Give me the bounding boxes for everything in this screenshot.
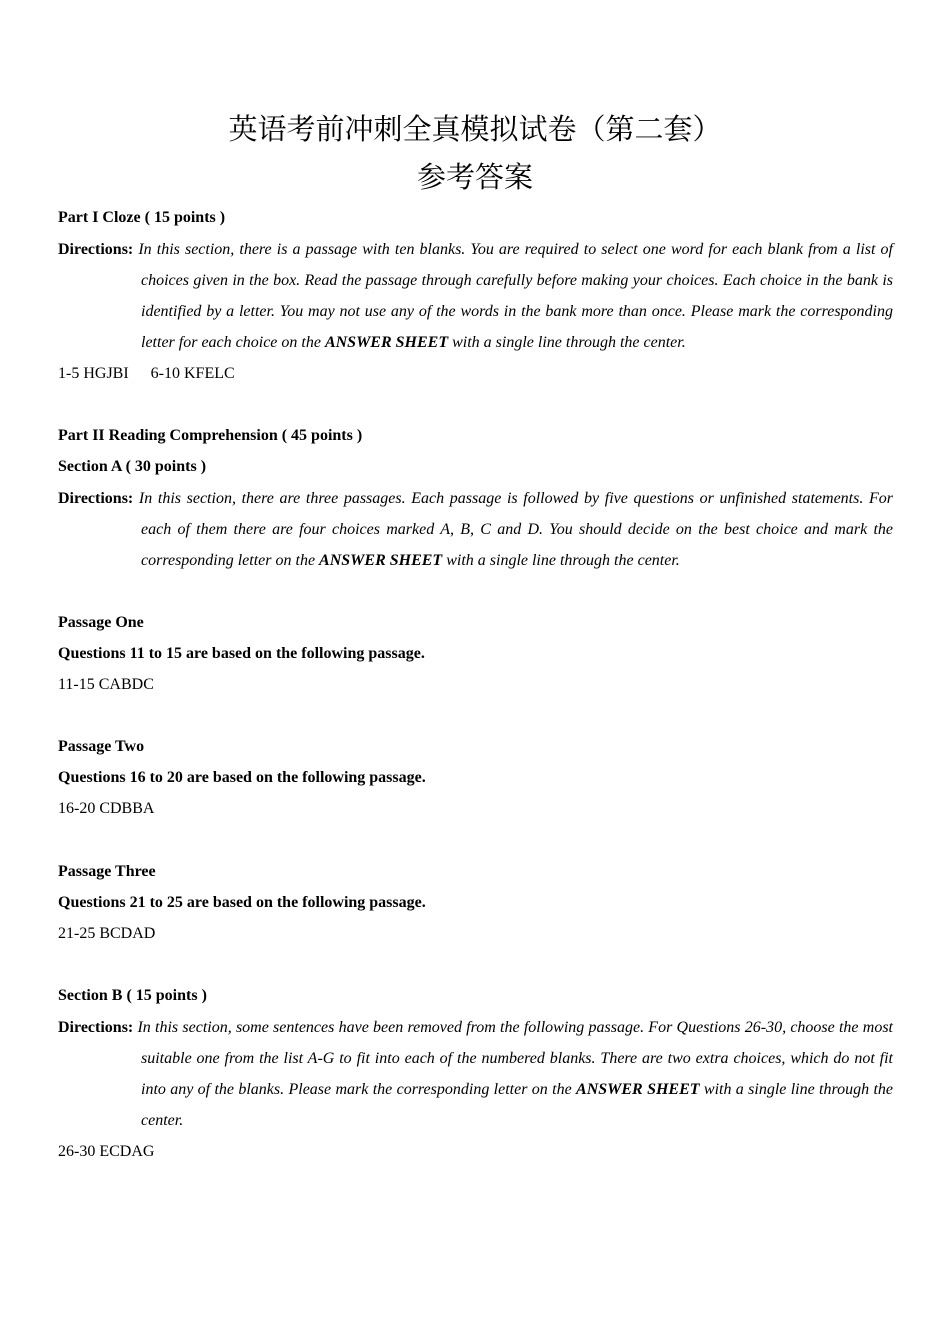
directions-text: In this section, there are three passages. Each passage is followed by five questions or unfinished statements. For each of them there are four choices marked A, B, C and D. You should decide on the best choice and mark the corresponding letter on the [133,490,893,569]
page-title: 英语考前冲刺全真模拟试卷（第二套） [228,112,722,146]
directions-text: In this section, there is a passage with ten blanks. You are required to select one word for each blank from a list of choices given in the box. Read the passage through carefully before making your choices. Each choice in the bank is identified by a letter. You may not use any of the words in the bank more than once. Please mark the corresponding letter for each choice on the [133,241,893,351]
answers-1-5: 1-5 HGJBI [58,365,129,382]
sectionA-heading: Section A ( 30 points ) [58,458,207,475]
passage-two-title: Passage Two [58,738,145,755]
sectionB-directions [58,1012,893,1136]
part1-directions [58,234,893,358]
part2-heading: Part II Reading Comprehension ( 45 points ) [58,427,363,444]
directions-label: Directions: [58,241,134,258]
directions-text: In this section, some sentences have been removed from the following passage. For Questions 26-30, choose the most suitable one from the list A-G to fit into each of the numbered blanks. There are two extra choices, which do not fit into any of the blanks. Please mark the corresponding letter on the [133,1019,893,1098]
part1-heading: Part I Cloze ( 15 points ) [58,209,226,226]
directions-text-end: with a single line through the center. [141,1081,894,1129]
answer-sheet-emphasis: ANSWER SHEET [319,552,443,569]
passage-two-questions: Questions 16 to 20 are based on the following passage. [58,769,426,786]
part1-answers [58,364,894,384]
directions-text-end: with a single line through the center. [442,552,680,569]
directions-label: Directions: [58,1019,134,1036]
passage-three-title: Passage Three [58,863,156,880]
directions-text-end: with a single line through the center. [448,334,686,351]
passage-three-answers: 21-25 BCDAD [58,925,156,942]
passage-one-title: Passage One [58,614,144,631]
passage-three-questions: Questions 21 to 25 are based on the following passage. [58,894,426,911]
directions-label: Directions: [58,490,134,507]
passage-two-answers: 16-20 CDBBA [58,800,155,817]
passage-one-questions: Questions 11 to 15 are based on the following passage. [58,645,425,662]
sectionB-heading: Section B ( 15 points ) [58,987,207,1004]
answers-6-10: 6-10 KFELC [150,365,235,382]
sectionB-answers: 26-30 ECDAG [58,1143,155,1160]
sectionA-directions [58,483,893,576]
page-subtitle: 参考答案 [416,160,533,194]
answer-sheet-emphasis: ANSWER SHEET [324,334,449,351]
answer-sheet-emphasis: ANSWER SHEET [576,1081,700,1098]
passage-one-answers: 11-15 CABDC [58,676,154,693]
